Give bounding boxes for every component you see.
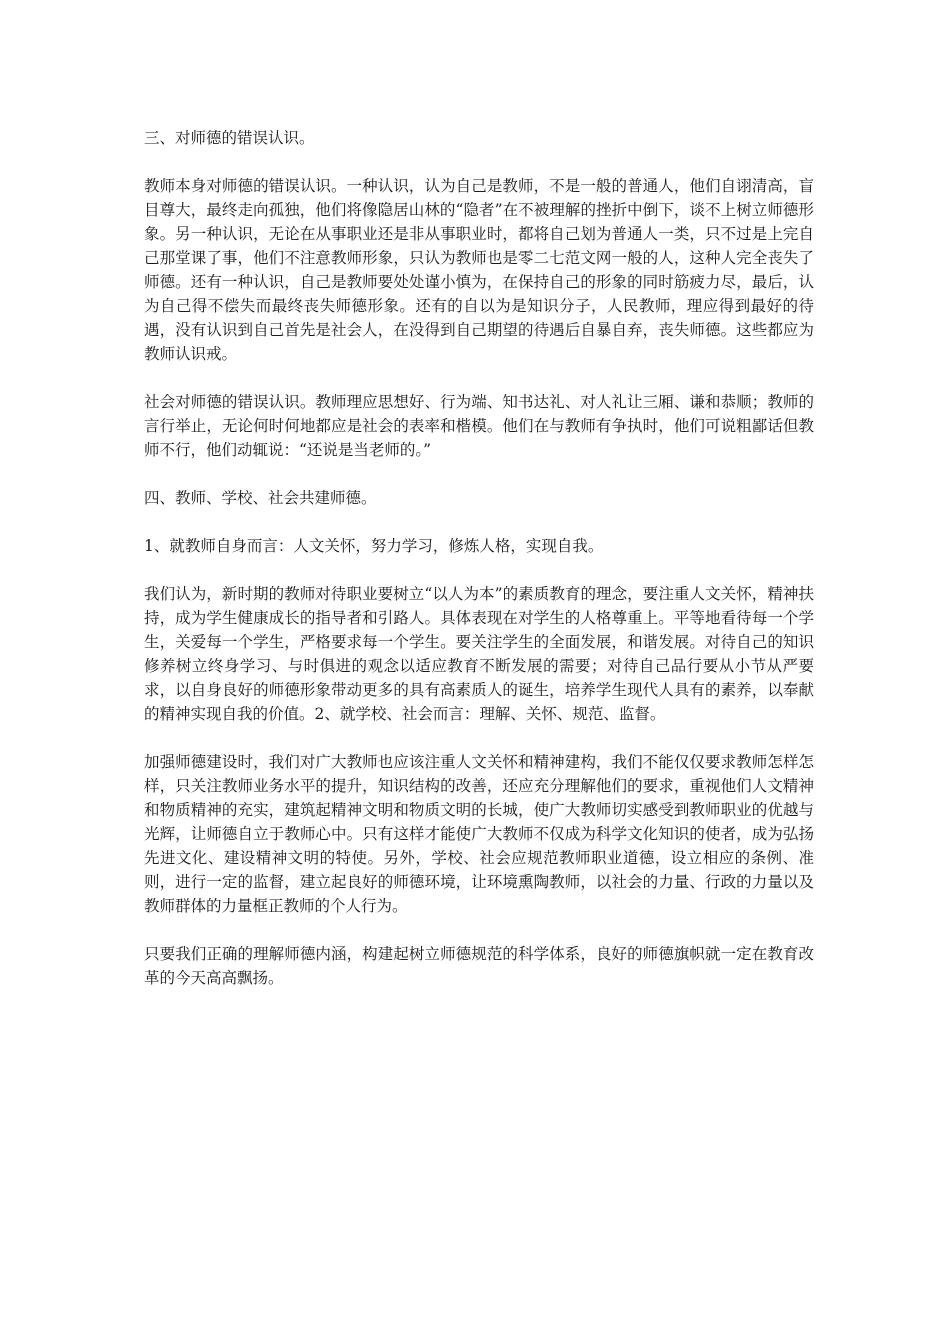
section-3-heading: 三、对师德的错误认识。 [144, 129, 315, 147]
document-page [144, 126, 814, 1014]
subheading-teacher-self: 1、就教师自身而言：人文关怀，努力学习，修炼人格，实现自我。 [144, 537, 604, 555]
paragraph-teacher-new-era: 我们认为，新时期的教师对待职业要树立“以人为本”的素质教育的理念，要注重人文关怀，精神扶持，成为学生健康成长的指导者和引路人。具体表现在对学生的人格尊重上。平等地看待每一个学生，关爱每一个学生，严格要求每一个学生。要关注学生的全面发展，和谐发展。对待自己的知识修养树立终身学习、与时俱进的观念以适应教育不断发展的需要；对待自己品行要从小节从严要求，以自身良好的师德形象带动更多的具有高素质人的诞生，培养学生现代人具有的素养，以奉献的精神实现自我的价值。2、就学校、社会而言：理解、关怀、规范、监督。 [144, 585, 814, 723]
paragraph-conclusion: 只要我们正确的理解师德内涵，构建起树立师德规范的科学体系，良好的师德旗帜就一定在教育改革的今天高高飘扬。 [144, 945, 814, 987]
paragraph-society-misconception: 社会对师德的错误认识。教师理应思想好、行为端、知书达礼、对人礼让三厢、谦和恭顺；教师的言行举止，无论何时何地都应是社会的表率和楷模。他们在与教师有争执时，他们可说粗鄙话但教师不行，他们动辄说：“还说是当老师的。” [144, 393, 814, 459]
paragraph-teacher-self-misconception: 教师本身对师德的错误认识。一种认识，认为自己是教师，不是一般的普通人，他们自诩清高，盲目尊大，最终走向孤独，他们将像隐居山林的“隐者”在不被理解的挫折中倒下，谈不上树立师德形象。另一种认识，无论在从事职业还是非从事职业时，都将自己划为普通人一类，只不过是上完自己那堂课了事，他们不注意教师形象，只认为教师也是零二七范文网一般的人，这种人完全丧失了师德。还有一种认识，自己是教师要处处谨小慎为，在保持自己的形象的同时筋疲力尽，最后，认为自己得不偿失而最终丧失师德形象。还有的自以为是知识分子，人民教师，理应得到最好的待遇，没有认识到自己首先是社会人，在没得到自己期望的待遇后自暴自弃，丧失师德。这些都应为教师认识戒。 [144, 177, 814, 363]
section-4-heading: 四、教师、学校、社会共建师德。 [144, 489, 377, 507]
paragraph-strengthen-ethics: 加强师德建设时，我们对广大教师也应该注重人文关怀和精神建构，我们不能仅仅要求教师怎样怎样，只关注教师业务水平的提升，知识结构的改善，还应充分理解他们的要求，重视他们人文精神和物质精神的充实，建筑起精神文明和物质文明的长城，使广大教师切实感受到教师职业的优越与光辉，让师德自立于教师心中。只有这样才能使广大教师不仅成为科学文化知识的使者，成为弘扬先进文化、建设精神文明的特使。另外，学校、社会应规范教师职业道德，设立相应的条例、准则，进行一定的监督，建立起良好的师德环境，让环境熏陶教师，以社会的力量、行政的力量以及教师群体的力量框正教师的个人行为。 [144, 753, 814, 915]
